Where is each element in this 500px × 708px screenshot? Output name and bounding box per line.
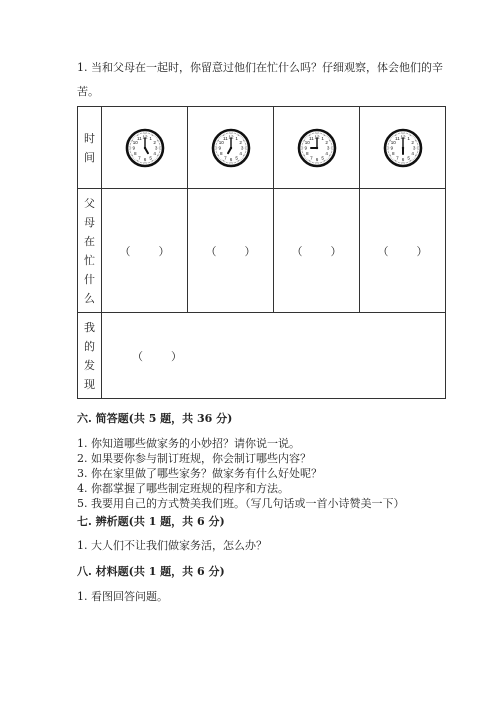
clock-numeral: 7 bbox=[137, 154, 141, 160]
intro-question-line1: 1. 当和父母在一起时，你留意过他们在忙什么吗？仔细观察，体会他们的辛 bbox=[77, 61, 443, 74]
open-paren: （ bbox=[132, 349, 143, 363]
clock-numeral: 8 bbox=[305, 150, 309, 156]
section6-question-1: 1. 你知道哪些做家务的小妙招？请你说一说。 bbox=[77, 437, 300, 450]
time-label-cell bbox=[78, 107, 102, 189]
clock-cell bbox=[102, 107, 188, 189]
clock-numeral: 11 bbox=[136, 135, 142, 141]
clock-numeral: 2 bbox=[324, 139, 328, 145]
busy-label-char: 什 bbox=[84, 272, 95, 286]
clock-numeral: 1 bbox=[148, 135, 152, 141]
close-paren: ） bbox=[416, 244, 428, 258]
busy-row bbox=[78, 189, 446, 313]
clock-cell bbox=[274, 107, 360, 189]
clock-numeral: 7 bbox=[395, 154, 399, 160]
finding-row bbox=[78, 313, 446, 399]
clock-numeral: 3 bbox=[412, 145, 415, 151]
busy-label-char: 么 bbox=[84, 291, 95, 305]
section6-question-5: 5. 我要用自己的方式赞美我们班。（写几句话或一首小诗赞美一下） bbox=[77, 497, 405, 510]
clock-numeral: 6 bbox=[315, 156, 318, 162]
clock-numeral: 6 bbox=[143, 156, 146, 162]
clock-center bbox=[315, 146, 317, 148]
clock-numeral: 9 bbox=[390, 145, 393, 151]
clock-numeral: 5 bbox=[148, 154, 152, 160]
clock-numeral: 4 bbox=[152, 150, 156, 156]
clock-numeral: 4 bbox=[324, 150, 328, 156]
clock-numeral: 10 bbox=[132, 139, 138, 145]
busy-label-char: 母 bbox=[84, 215, 95, 229]
finding-label-char: 我 bbox=[84, 320, 95, 334]
clock-numeral: 6 bbox=[229, 156, 232, 162]
clock-center bbox=[401, 146, 403, 148]
answer-cell[interactable] bbox=[102, 189, 188, 313]
intro-question-line2: 苦。 bbox=[77, 85, 99, 98]
answer-cell[interactable] bbox=[188, 189, 274, 313]
section6-question-2: 2. 如果要你参与制订班规，你会制订哪些内容？ bbox=[77, 452, 311, 465]
clock-numeral: 12 bbox=[399, 133, 406, 139]
clock-numeral: 2 bbox=[152, 139, 156, 145]
clock-numeral: 1 bbox=[320, 135, 324, 141]
clock-numeral: 9 bbox=[218, 145, 221, 151]
close-paren: ） bbox=[330, 244, 342, 258]
section6-title: 六. 简答题(共 5 题，共 36 分) bbox=[77, 412, 233, 425]
section6-question-3: 3. 你在家里做了哪些家务？做家务有什么好处呢？ bbox=[77, 467, 322, 480]
clock-numeral: 3 bbox=[326, 145, 329, 151]
clock-numeral: 4 bbox=[410, 150, 414, 156]
finding-label-char: 发 bbox=[84, 358, 95, 372]
section7-title: 七. 辨析题(共 1 题，共 6 分) bbox=[77, 515, 225, 528]
clock-numeral: 10 bbox=[218, 139, 224, 145]
clock-numeral: 3 bbox=[240, 145, 243, 151]
answer-cell[interactable] bbox=[274, 189, 360, 313]
clock-numeral: 8 bbox=[219, 150, 223, 156]
finding-label-char: 的 bbox=[84, 339, 95, 353]
time-label-char: 间 bbox=[84, 150, 95, 164]
clock-numeral: 4 bbox=[238, 150, 242, 156]
clock-numeral: 5 bbox=[406, 154, 410, 160]
clock-numeral: 5 bbox=[234, 154, 238, 160]
clock-center bbox=[229, 146, 231, 148]
clock-numeral: 1 bbox=[406, 135, 410, 141]
clock-numeral: 7 bbox=[309, 154, 313, 160]
section8-question-1: 1. 看图回答问题。 bbox=[77, 590, 168, 603]
finding-label-char: 现 bbox=[84, 377, 95, 391]
close-paren: ） bbox=[158, 244, 170, 258]
clock-cell bbox=[188, 107, 274, 189]
clock-numeral: 10 bbox=[390, 139, 396, 145]
clock-numeral: 9 bbox=[132, 145, 135, 151]
clock-cell bbox=[360, 107, 446, 189]
clock-numeral: 2 bbox=[410, 139, 414, 145]
clock-numeral: 5 bbox=[320, 154, 324, 160]
busy-label-char: 在 bbox=[84, 234, 95, 248]
clock-numeral: 7 bbox=[223, 154, 227, 160]
open-paren: （ bbox=[119, 244, 131, 258]
busy-label-char: 父 bbox=[84, 196, 95, 210]
clock-numeral: 6 bbox=[401, 156, 404, 162]
time-row bbox=[78, 107, 446, 189]
finding-answer-cell[interactable] bbox=[102, 313, 446, 399]
clock-numeral: 8 bbox=[391, 150, 395, 156]
clock-numeral: 1 bbox=[234, 135, 238, 141]
clock-numeral: 9 bbox=[304, 145, 307, 151]
clock-icon bbox=[125, 128, 165, 168]
open-paren: （ bbox=[205, 244, 217, 258]
clock-numeral: 11 bbox=[394, 135, 400, 141]
section8-title: 八. 材料题(共 1 题，共 6 分) bbox=[77, 565, 225, 578]
answer-cell[interactable] bbox=[360, 189, 446, 313]
clock-numeral: 2 bbox=[238, 139, 242, 145]
close-paren: ） bbox=[171, 349, 182, 363]
finding-label-cell bbox=[78, 313, 102, 399]
clock-numeral: 11 bbox=[222, 135, 228, 141]
clock-icon bbox=[211, 128, 251, 168]
clock-numeral: 3 bbox=[154, 145, 157, 151]
clock-numeral: 12 bbox=[313, 133, 320, 139]
clock-numeral: 10 bbox=[304, 139, 310, 145]
clock-numeral: 11 bbox=[308, 135, 314, 141]
clock-icon bbox=[383, 128, 423, 168]
open-paren: （ bbox=[291, 244, 303, 258]
clock-icon bbox=[297, 128, 337, 168]
clock-numeral: 12 bbox=[141, 133, 148, 139]
busy-label-char: 忙 bbox=[84, 253, 95, 267]
busy-label-cell bbox=[78, 189, 102, 313]
clock-numeral: 8 bbox=[133, 150, 137, 156]
clock-numeral: 12 bbox=[227, 133, 234, 139]
section7-question-1: 1. 大人们不让我们做家务活，怎么办？ bbox=[77, 539, 267, 552]
section6-question-4: 4. 你都掌握了哪些制定班规的程序和方法。 bbox=[77, 482, 289, 495]
open-paren: （ bbox=[377, 244, 389, 258]
observation-table bbox=[77, 106, 446, 399]
close-paren: ） bbox=[244, 244, 256, 258]
clock-center bbox=[143, 146, 145, 148]
time-label-char: 时 bbox=[84, 131, 95, 145]
